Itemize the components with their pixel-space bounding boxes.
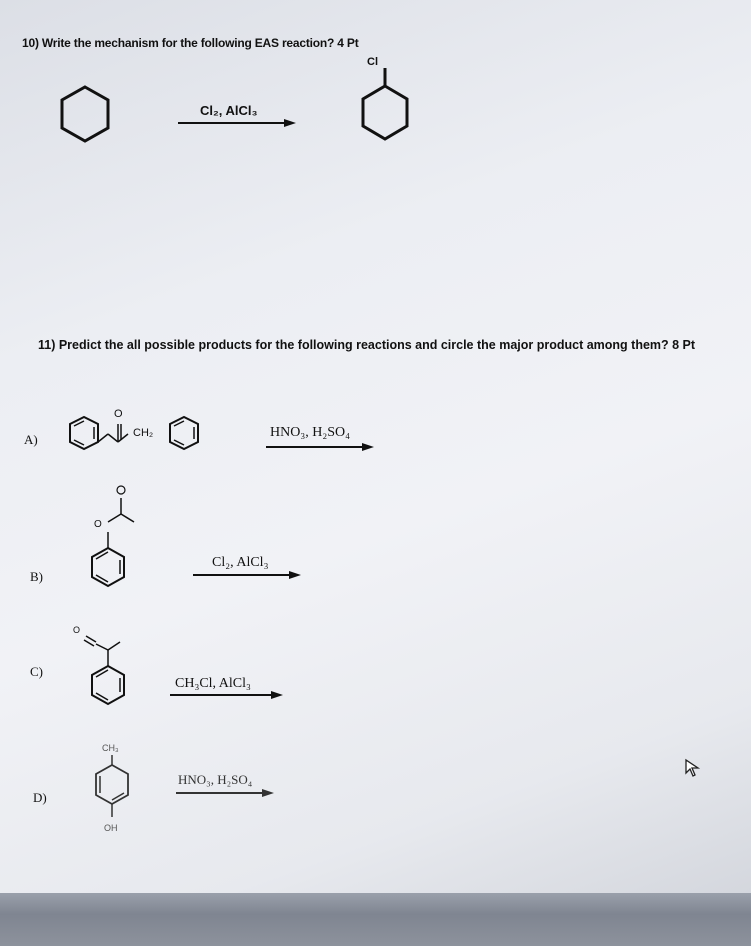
q10-reaction-arrow [178, 118, 298, 128]
part-b-reagent: Cl₂, AlCl₃ [212, 555, 269, 570]
part-a-reagent: HNO₃, H₂SO₄ [270, 425, 350, 440]
q10-reagent: Cl₂, AlCl₃ [200, 103, 258, 118]
part-d-label: D) [33, 790, 47, 805]
q10-product-substituent: Cl [367, 56, 378, 68]
part-c-structure [80, 628, 150, 723]
part-d-oh: OH [104, 823, 118, 833]
chlorobenzene-product [360, 68, 410, 148]
part-d-reagent: HNO₃, H₂SO₄ [178, 772, 253, 787]
part-d-arrow [176, 788, 276, 798]
part-d-structure [90, 755, 134, 825]
question-10-title: 10) Write the mechanism for the following EAS reaction? 4 Pt [22, 36, 359, 50]
part-c-label: C) [30, 664, 43, 679]
part-d-ch3: CH₃ [102, 743, 119, 753]
part-c-oxygen: O [73, 625, 81, 635]
benzene-reactant [60, 85, 110, 145]
question-11-title: 11) Predict the all possible products for the following reactions and circle the major product among them? 8 Pt [38, 338, 696, 352]
part-b-arrow [193, 570, 303, 580]
part-c-reagent: CH₃Cl, AlCl₃ [175, 676, 251, 691]
part-b-structure [86, 478, 146, 608]
monitor-bezel [0, 893, 751, 946]
part-a-oxygen: O [114, 408, 123, 420]
part-a-arrow [266, 442, 376, 452]
part-b-oxygen: O [94, 519, 102, 530]
part-a-ch2: CH₂ [133, 427, 154, 439]
part-c-arrow [170, 690, 285, 700]
part-a-label: A) [24, 432, 38, 447]
part-b-label: B) [30, 569, 43, 584]
mouse-cursor-icon [684, 758, 702, 778]
